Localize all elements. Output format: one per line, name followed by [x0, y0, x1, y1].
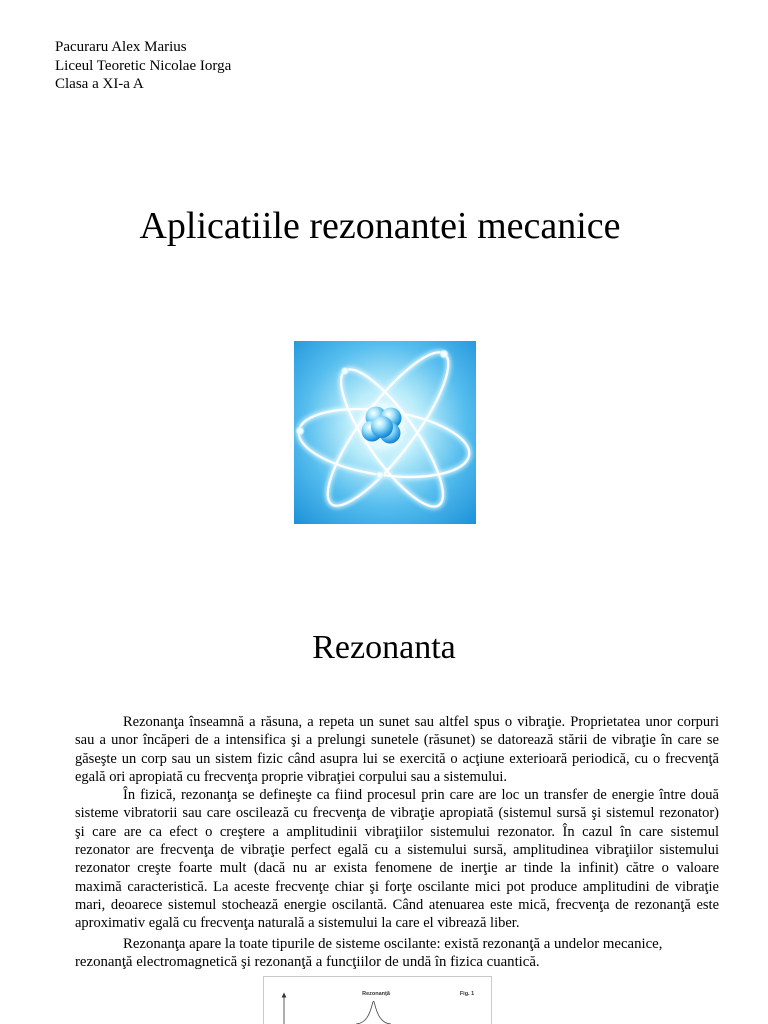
resonance-peak-curve	[356, 1001, 391, 1024]
paragraph	[75, 713, 719, 786]
paragraph	[75, 786, 719, 932]
section-heading: Rezonanta	[312, 629, 456, 666]
figure-label: Fig. 1	[459, 991, 475, 997]
document-title: Aplicatiile rezonantei mecanice	[139, 205, 621, 247]
electron-dot	[439, 349, 449, 359]
class-name: Clasa a XI-a A	[55, 76, 144, 92]
paragraph-line: sisteme vibratorii sau care oscilează cu frecvenţa de vibraţie apropiată (sistemul sursă şi sistemul rezonator)	[75, 805, 719, 822]
paragraph-line: rezonator are frecvenţa de vibraţie perfect egală cu a sistemului sursă, amplitudinea vibraţiilor sistemului	[75, 842, 719, 859]
paragraph-line: mari, deoarece sistemul stochează energie oscilantă. Când atenuarea este mică, frecvenţa de rezonanţă este	[75, 896, 719, 913]
paragraph-line: rezonator creşte foarte mult (dacă nu ar exista fenomene de inerţie ar tinde la infinit) către o valoare	[75, 860, 719, 877]
electron-dot	[376, 471, 385, 480]
paragraph-line: maximă caracteristică. La aceste frecvenţe chiar şi forţe oscilante mici pot produce amplitudini de vibraţie	[75, 878, 719, 895]
author-block	[55, 38, 231, 94]
y-axis-arrow-icon	[282, 993, 287, 998]
paragraph	[75, 935, 719, 972]
paragraph-line: găseşte un corp sau un sistem fizic când asupra lui se exercită o acţiune exterioară periodică, cu o frecvenţă	[75, 750, 719, 767]
figure-title: Rezonanţă	[362, 991, 390, 997]
paragraph-line: Rezonanţa înseamnă a răsuna, a repeta un sunet sau altfel spus o vibraţie. Proprietatea unor corpuri	[123, 714, 719, 730]
resonance-figure	[263, 976, 492, 1024]
nucleus-sphere	[371, 416, 393, 438]
author-name: Pacuraru Alex Marius	[55, 39, 187, 55]
paragraph-line: aproximativ egală cu frecvenţa naturală a sistemului la care el vibrează liber.	[75, 915, 520, 932]
paragraph-line: În fizică, rezonanţa se defineşte ca fiind procesul prin care are loc un transfer de energie între două	[123, 787, 719, 804]
atom-icon	[294, 341, 476, 524]
school-name: Liceul Teoretic Nicolae Iorga	[55, 57, 232, 74]
paragraph-line: Rezonanţa apare la toate tipurile de sisteme oscilante: există rezonanţă a undelor mecanice,	[123, 935, 663, 952]
paragraph-line: sau a unor încăperi de a intensifica şi a prelungi sunetele (răsunet) se datorează stării de vibraţie în care se	[75, 732, 719, 749]
paragraph-line: egală ori apropiată cu frecvenţa proprie vibraţiei corpului sau a sistemului.	[75, 768, 508, 785]
paragraph-line: rezonanţă electromagnetică şi rezonanţă a funcţiilor de undă în fizica cuantică.	[75, 953, 540, 970]
section-body	[75, 713, 719, 971]
electron-dot	[295, 426, 305, 436]
paragraph-line: şi care are ca efect o creştere a amplitudinii vibraţiilor sistemului rezonator. În cazul în care sistemul	[75, 823, 719, 840]
electron-dot	[341, 367, 350, 376]
figure-graphic	[264, 977, 491, 1024]
